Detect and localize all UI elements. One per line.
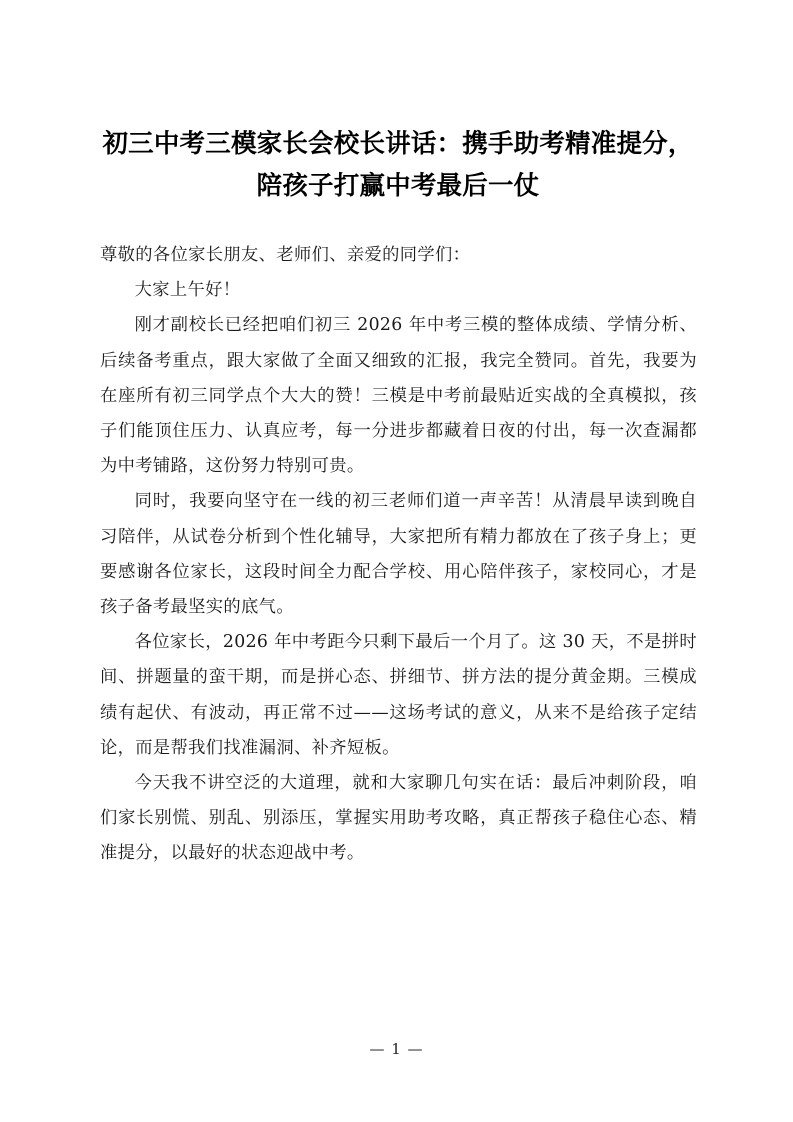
paragraph-thank-teachers-parents: 同时，我要向坚守在一线的初三老师们道一声辛苦！从清晨早读到晚自习陪伴，从试卷分析到个性化辅导，大家把所有精力都放在了孩子身上；更要感谢各位家长，这段时间全力配合学校、用心陪伴孩子，家校同心，才是孩子备考最坚实的底气。 xyxy=(100,491,697,618)
document-body xyxy=(100,238,697,872)
paragraph-thirty-days: 各位家长，2026 年中考距今只剩下最后一个月了。这 30 天，不是拼时间、拼题量的蛮干期，而是拼心态、拼细节、拼方法的提分黄金期。三模成绩有起伏、有波动，再正常不过——这场考试的意义，从来不是给孩子定结论，而是帮我们找准漏洞、补齐短板。 xyxy=(100,632,697,758)
page-number-footer: — 1 — xyxy=(369,1040,424,1058)
paragraph-practical-talk: 今天我不讲空泛的大道理，就和大家聊几句实在话：最后冲刺阶段，咱们家长别慌、别乱、别添压，掌握实用助考攻略，真正帮孩子稳住心态、精准提分，以最好的状态迎战中考。 xyxy=(100,773,697,864)
paragraph-salutation: 尊敬的各位家长朋友、老师们、亲爱的同学们： xyxy=(100,245,471,265)
paragraph-praise-students: 刚才副校长已经把咱们初三 2026 年中考三模的整体成绩、学情分析、后续备考重点，跟大家做了全面又细致的汇报，我完全赞同。首先，我要为在座所有初三同学点个大大的赞！三模是中考前最贴近实战的全真模拟，孩子们能顶住压力、认真应考，每一分进步都藏着日夜的付出，每一次查漏都为中考铺路，这份努力特别可贵。 xyxy=(100,315,697,477)
page-title: 初三中考三模家长会校长讲话：携手助考精准提分，陪孩子打赢中考最后一仗 xyxy=(102,129,694,202)
paragraph-greeting: 大家上午好！ xyxy=(134,280,241,301)
